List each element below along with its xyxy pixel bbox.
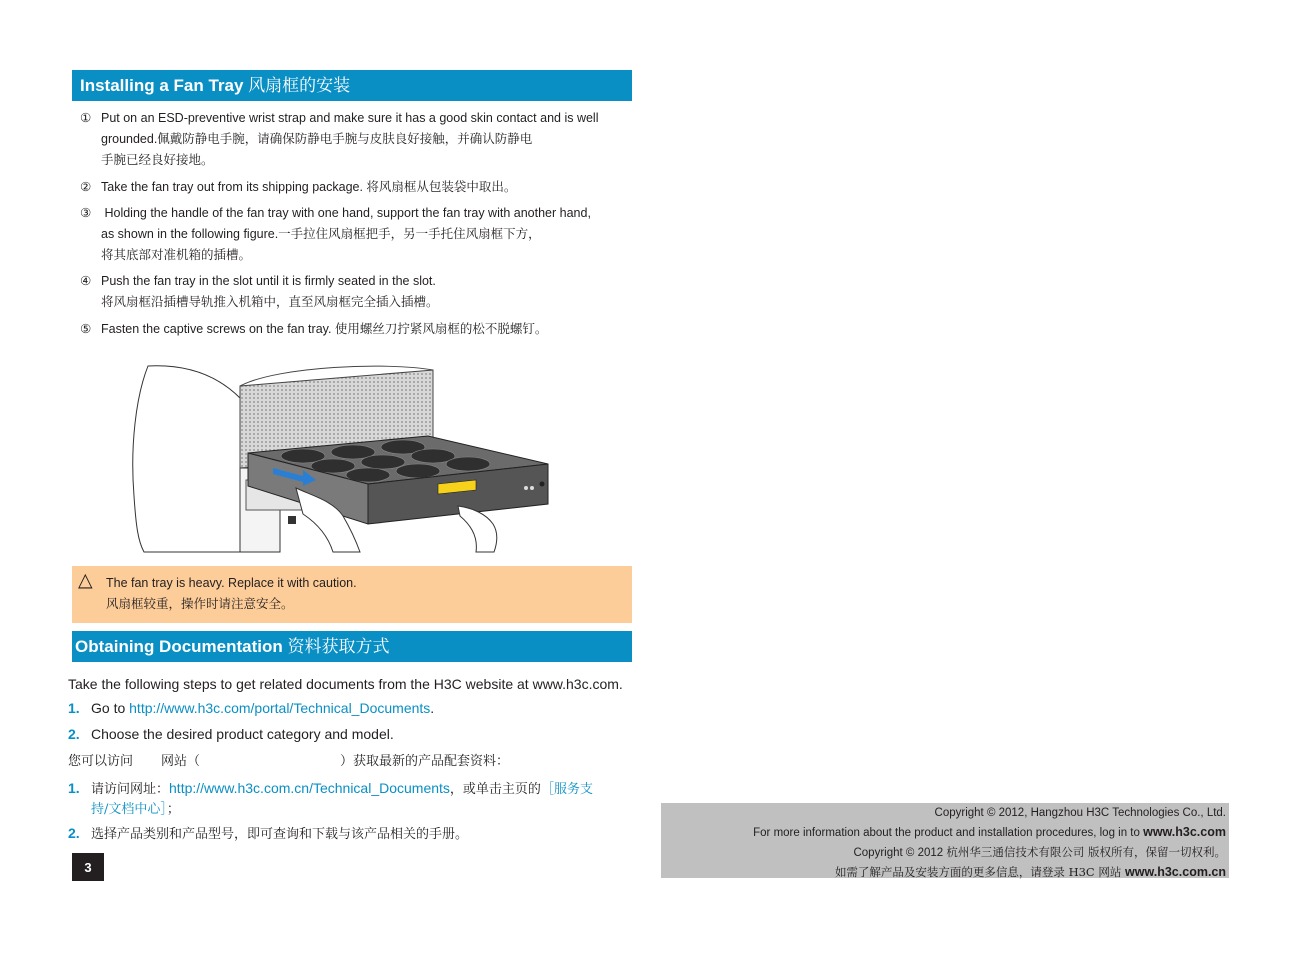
caution-box: [72, 566, 632, 623]
portal-link[interactable]: http://www.h3c.com/portal/Technical_Documents: [129, 700, 431, 716]
chassis-label-icon: [288, 516, 296, 524]
right-hand: [458, 506, 497, 552]
copyright-footer: [661, 803, 1229, 878]
install-step-4: [80, 271, 640, 313]
step-text: 手腕已经良好接地。: [101, 153, 214, 167]
install-step-2: [80, 177, 640, 198]
step-text: grounded.佩戴防静电手腕，请确保防静电手腕与皮肤良好接触，并确认防静电: [101, 132, 533, 146]
list-item: 2. 选择产品类别和产品型号，即可查询和下载与该产品相关的手册。: [68, 825, 469, 842]
service-support-link[interactable]: ［服务支: [540, 782, 593, 797]
copyright-line: Copyright © 2012, Hangzhou H3C Technologies Co., Ltd.: [934, 807, 1226, 819]
step-text: Push the fan tray in the slot until it is firmly seated in the slot.: [101, 274, 436, 288]
section-header-documentation: [72, 631, 632, 662]
install-step-5: [80, 319, 640, 340]
install-step-1: [80, 108, 640, 171]
technical-documents-link[interactable]: http://www.h3c.com.cn/Technical_Documents: [169, 780, 450, 796]
step-number: ①: [80, 111, 92, 125]
section-header-installing: [72, 70, 632, 101]
service-support-link[interactable]: 持/文档中心］: [91, 802, 167, 817]
section-title-cn: 风扇框的安装: [248, 76, 351, 95]
section-title-cn: 资料获取方式: [287, 637, 390, 656]
step-text: Put on an ESD-preventive wrist strap and make sure it has a good skin contact and is well: [101, 111, 599, 125]
website-link[interactable]: www.h3c.com: [1143, 825, 1226, 839]
section-title-en: Installing a Fan Tray: [80, 76, 244, 95]
step-text: Fasten the captive screws on the fan tray. 使用螺丝刀拧紧风扇框的松不脱螺钉。: [101, 322, 548, 336]
warning-triangle-icon: △: [78, 570, 93, 591]
step-text: as shown in the following figure.一手拉住风扇框把手，另一手托住风扇框下方，: [101, 227, 541, 241]
caution-text-cn: 风扇框较重，操作时请注意安全。: [106, 597, 294, 611]
fan-tray-installation-figure: [128, 356, 558, 556]
step-number: ②: [80, 180, 92, 194]
info-line-cn: 如需了解产品及安装方面的更多信息，请登录 H3C 网站 www.h3c.com.cn: [834, 865, 1226, 879]
step-text: 将其底部对准机箱的插槽。: [101, 248, 252, 262]
website-link-cn[interactable]: www.h3c.com.cn: [1125, 865, 1226, 879]
list-item: 2. Choose the desired product category and model.: [68, 726, 394, 742]
step-text: Holding the handle of the fan tray with one hand, support the fan tray with another hand,: [101, 206, 591, 220]
documentation-intro-en: Take the following steps to get related documents from the H3C website at www.h3c.com.: [68, 676, 623, 692]
caution-text-en: The fan tray is heavy. Replace it with caution.: [106, 576, 357, 590]
list-item: 1. Go to http://www.h3c.com/portal/Technical_Documents.: [68, 700, 435, 716]
step-text: Take the fan tray out from its shipping package. 将风扇框从包装袋中取出。: [101, 180, 517, 194]
step-number: ④: [80, 274, 92, 288]
install-step-3: [80, 203, 640, 266]
step-number: ⑤: [80, 322, 92, 336]
list-item: 1. 请访问网址：http://www.h3c.com.cn/Technical_Documents，或单击主页的［服务支 持/文档中心］；: [68, 780, 593, 817]
copyright-line-cn: Copyright © 2012 杭州华三通信技术有限公司 版权所有，保留一切权利。: [853, 845, 1226, 859]
step-number: ③: [80, 206, 92, 220]
info-line: For more information about the product and installation procedures, log in to www.h3c.com: [753, 825, 1226, 839]
step-text: 将风扇框沿插槽导轨推入机箱中，直至风扇框完全插入插槽。: [101, 295, 439, 309]
section-title-en: Obtaining Documentation: [75, 637, 283, 656]
documentation-intro-cn: 您可以访问 网站（ ）获取最新的产品配套资料：: [68, 754, 510, 769]
page-number: 3: [72, 853, 104, 881]
